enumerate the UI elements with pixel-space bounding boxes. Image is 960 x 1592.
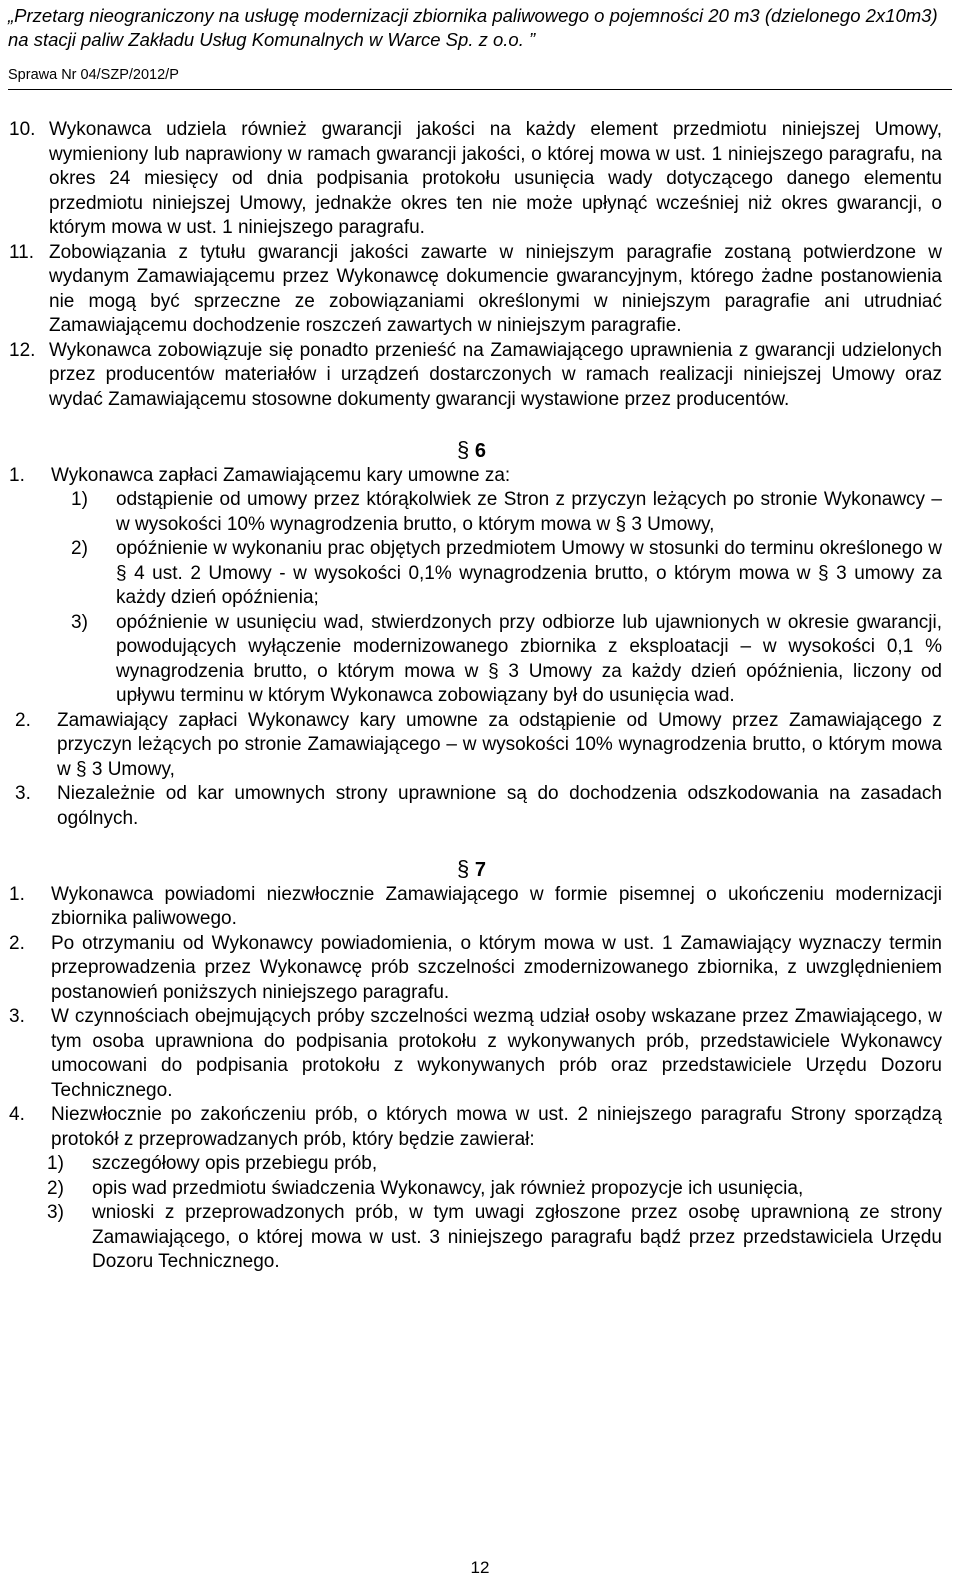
item-number: 2. (9, 932, 25, 954)
sub-item-text: wnioski z przeprowadzonych prób, w tym uwagi zgłoszone przez osobę uprawnioną ze strony Zamawiającego, o której mowa w ust. 3 niniejszego paragrafu bądź przez przedstawiciela Urzędu Dozoru Technicznego. (92, 1202, 942, 1272)
item-text: Wykonawca powiadomi niezwłocznie Zamawiającego w formie pisemnej o ukończeniu modernizacji zbiornika paliwowego. (51, 883, 942, 929)
list-item (9, 241, 942, 339)
sub-item-number: 2) (71, 538, 88, 559)
sub-item (71, 611, 942, 709)
item-number: 3. (9, 1006, 25, 1027)
sub-item-number: 2) (47, 1177, 64, 1199)
sub-item (47, 1201, 942, 1275)
document-body (9, 118, 942, 1275)
sub-item-text: opis wad przedmiotu świadczenia Wykonawcy, jak również propozycje ich usunięcia, (92, 1177, 804, 1199)
sub-item-text: opóźnienie w usunięciu wad, stwierdzonych przy odbiorze lub ujawnionych w okresie gwarancji, powodujących wyłączenie modernizowanego zbiornika z eksploatacji – w wysokości 0,1 % wynagrodzenia brutto, o którym mowa w § 3 Umowy za każdy dzień opóźnienia, liczony od upływu terminu w którym Wykonawca zobowiązany był do usunięcia wad. (116, 611, 942, 706)
sub-item (47, 1152, 942, 1177)
item-number: 12. (9, 339, 36, 361)
protocol-sublist (47, 1152, 942, 1275)
list-item (9, 1005, 942, 1103)
sub-item-number: 3) (47, 1202, 64, 1223)
item-text: Po otrzymaniu od Wykonawcy powiadomienia, o którym mowa w ust. 1 Zamawiający wyznaczy termin przeprowadzenia przez Wykonawcę prób szczelności zmodernizowanego zbiornika, z uwzględnieniem postanowień poniższych niniejszego paragrafu. (51, 932, 942, 1003)
case-number: Sprawa Nr 04/SZP/2012/P (8, 67, 179, 83)
item-text: Zamawiający zapłaci Wykonawcy kary umowne za odstąpienie od Umowy przez Zamawiającego z przyczyn leżących po stronie Zamawiającego – w wysokości 10% wynagrodzenia brutto, o którym mowa w § 3 Umowy, (57, 709, 942, 780)
item-number: 11. (9, 241, 35, 263)
section-6 (9, 464, 942, 832)
item-text: Zobowiązania z tytułu gwarancji jakości zawarte w niniejszym paragrafie zostaną potwierdzone w wydanym Zamawiającemu przez Wykonawcę dokumencie gwarancyjnym, którego żadne postanowienia nie mogą być sprzeczne ze zobowiązaniami określonymi w niniejszym paragrafie ani utrudniać Zamawiającemu dochodzenie roszczeń zawartych w niniejszym paragrafie. (49, 241, 942, 336)
list-item (9, 464, 942, 489)
item-number: 1. (9, 464, 25, 486)
item-number: 3. (15, 783, 31, 804)
item-text: Niezależnie od kar umownych strony uprawnione są do dochodzenia odszkodowania na zasadach ogólnych. (57, 783, 942, 829)
section-7-heading (457, 857, 942, 883)
sub-item-number: 1) (47, 1153, 64, 1174)
section-number: 6 (474, 440, 486, 462)
header-title-line-1: „Przetarg nieograniczony na usługę modernizacji zbiornika paliwowego o pojemności 20 m3 (dzielonego 2x10m3) (8, 5, 938, 26)
list-item (9, 883, 942, 932)
header-title-line-2: na stacji paliw Zakładu Usług Komunalnych w Warce Sp. z o.o. ” (8, 29, 536, 50)
sub-item-text: opóźnienie w wykonaniu prac objętych przedmiotem Umowy w stosunki do terminu określonego w § 4 ust. 2 Umowy - w wysokości 0,1% wynagrodzenia brutto, o którym mowa w § 3 umowy za każdy dzień opóźnienia; (116, 538, 942, 608)
section-number: 7 (474, 859, 486, 881)
section-7 (9, 883, 942, 1275)
list-item (15, 782, 942, 831)
list-item (9, 339, 942, 413)
list-item (9, 1103, 942, 1152)
item-number: 1. (9, 883, 25, 905)
sub-item-number: 3) (71, 611, 88, 633)
item-text: Wykonawca udziela również gwarancji jakości na każdy element przedmiotu niniejszej Umowy, wymieniony lub naprawiony w ramach gwarancji jakości, o której mowa w ust. 1 niniejszego paragrafu, na okres 24 miesięcy od dnia podpisania protokołu usunięcia wady dotyczącego danego elementu przedmiotu niniejszej Umowy, jednakże okres ten nie może upłynąć wcześniej niż okres gwarancji, o którym mowa w ust. 1 niniejszego paragrafu. (49, 119, 942, 238)
paragraph-symbol: § (457, 856, 470, 881)
sub-item-text: odstąpienie od umowy przez którąkolwiek ze Stron z przyczyn leżących po stronie Wykonawcy – w wysokości 10% wynagrodzenia brutto, o którym mowa w § 3 Umowy, (116, 489, 942, 535)
sub-item (71, 537, 942, 611)
sub-item-number: 1) (71, 489, 88, 510)
item-text: Wykonawca zobowiązuje się ponadto przenieść na Zamawiającego uprawnienia z gwarancji udzielonych przez producentów materiałów i urządzeń dostarczonych w ramach realizacji niniejszej Umowy oraz wydać Zamawiającemu stosowne dokumenty gwarancji wystawione przez producentów. (49, 339, 942, 410)
document-header (8, 4, 952, 90)
item-text: Wykonawca zapłaci Zamawiającemu kary umowne za: (51, 464, 511, 486)
sub-item-text: szczegółowy opis przebiegu prób, (92, 1153, 378, 1174)
section-5-continuation (9, 118, 942, 412)
sub-item (71, 488, 942, 537)
item-number: 10. (9, 119, 36, 140)
section-6-heading (457, 438, 942, 464)
item-number: 4. (9, 1104, 25, 1125)
list-item (9, 932, 942, 1006)
paragraph-symbol: § (457, 437, 470, 462)
sub-item (47, 1177, 942, 1202)
penalty-sublist (71, 488, 942, 709)
item-text: W czynnościach obejmujących próby szczelności wezmą udział osoby wskazane przez Zmawiającego, w tym osoba uprawniona do podpisania protokołu z wykonywanych prób, przedstawiciele Wykonawcy umocowani do podpisania protokołu z wykonywanych prób oraz przedstawiciele Urzędu Dozoru Technicznego. (51, 1006, 942, 1101)
item-number: 2. (15, 709, 31, 731)
item-text: Niezwłocznie po zakończeniu prób, o których mowa w ust. 2 niniejszego paragrafu Strony sporządzą protokół z przeprowadzanych prób, który będzie zawierał: (51, 1104, 942, 1150)
list-item (9, 118, 942, 241)
header-divider (8, 89, 952, 90)
page-number: 12 (470, 1558, 490, 1577)
list-item (15, 709, 942, 783)
